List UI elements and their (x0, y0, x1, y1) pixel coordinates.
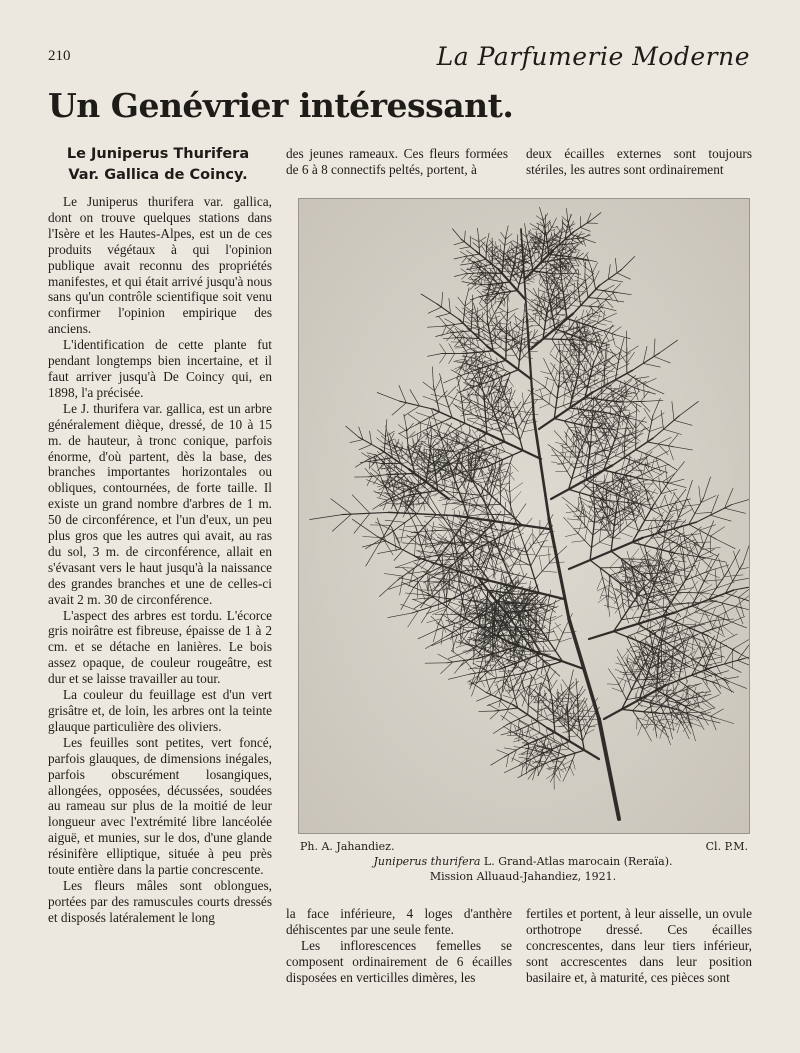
column-right-top (526, 146, 752, 178)
article-subtitle-variety: Var. Gallica de Coincy. (68, 167, 248, 183)
caption-species: Juniperus thurifera (373, 855, 481, 868)
paragraph: L'aspect des arbres est tordu. L'écorce gris noirâtre est fibreuse, épaisse de 1 à 2 cm. et se détache en lanières. Le bois assez opaque, de couleur rougeâtre, est dur et se laisse travailler au tour. (48, 607, 272, 687)
page-number: 210 (48, 48, 71, 64)
paragraph: fertiles et portent, à leur aisselle, un ovule orthotrope dressé. Ces écailles concrescentes, dans leur tiers inférieur, sont accrescentes dans leur position basilaire et, à maturité, ces pièces sont (526, 906, 752, 985)
column-middle-top (286, 146, 508, 178)
article-subtitle: Le Juniperus Thurifera (66, 146, 250, 162)
paragraph: L'identification de cette plante fut pendant longtemps bien incertaine, et il faut arriver jusqu'à De Coincy qui, en 1898, l'a précisée. (48, 337, 272, 400)
journal-title: La Parfumerie Moderne (436, 42, 750, 71)
paragraph: Le J. thurifera var. gallica, est un arbre généralement dièque, dressé, de 10 à 15 m. de hauteur, à tronc conique, parfois énorme, d'où partent, dès la base, des branches importantes horizontales ou obliques, contournées, de forte taille. Il existe un grand nombre d'arbres de 1 m. 50 de circonférence, et l'un d'eux, un peu plus gros que les autres qui avait, au ras du sol, 3 m. de circonférence, allait en s'évasant vers le haut jusqu'à la naissance des grandes branches et une de celles-ci avait 2 m. 30 de circonférence. (48, 400, 272, 607)
figure-caption (298, 854, 748, 884)
photo-credit: Ph. A. Jahandiez. (300, 840, 395, 853)
caption-location: L. Grand-Atlas marocain (Reraïa). (483, 855, 673, 868)
juniper-branch-photo (299, 199, 749, 833)
paragraph: deux écailles externes sont toujours stériles, les autres sont ordinairement (526, 146, 752, 177)
column-middle-bottom (286, 906, 512, 986)
column-right-bottom (526, 906, 752, 986)
caption-mission: Mission Alluaud-Jahandiez, 1921. (429, 870, 617, 883)
paragraph: des jeunes rameaux. Ces fleurs formées de 6 à 8 connectifs peltés, portent, à (286, 146, 508, 177)
paragraph: Les feuilles sont petites, vert foncé, parfois glauques, de dimensions inégales, parfois obscurément losangiques, allongées, opposées, décussées, soudées au rameau sur plus de la moitié de leur longueur avec l'extrémité libre lancéolée aiguë, et munies, sur le dos, d'une glande résinifère elliptique, située à peu près toute entière dans la partie concrescente. (48, 734, 272, 878)
paragraph: Le Juniperus thurifera var. gallica, dont on trouve quelques stations dans l'Isère et les Hautes-Alpes, est un de ces produits végétaux à qui l'opinion publique avait reconnu des propriétés manifestes, et qui était arrivé jusqu'à nous sans qu'un contrôle scientifique soit venu confirmer l'opinion empirique des anciens. (48, 194, 272, 337)
paragraph: la face inférieure, 4 loges d'anthère déhiscentes par une seule fente. (286, 906, 512, 937)
figure-photo (298, 198, 750, 834)
photo-credit-collection: Cl. P.M. (705, 840, 748, 853)
paragraph: Les fleurs mâles sont oblongues, portées par des ramuscules courts dressés et disposés latéralement le long (48, 877, 272, 925)
column-left (48, 194, 272, 926)
paragraph: La couleur du feuillage est d'un vert grisâtre et, de loin, les arbres ont la teinte glauque particulière des oliviers. (48, 687, 272, 734)
article-title: Un Genévrier intéressant. (48, 86, 514, 125)
paragraph: Les inflorescences femelles se composent ordinairement de 6 écailles disposées en verticilles dimères, les (286, 937, 512, 985)
